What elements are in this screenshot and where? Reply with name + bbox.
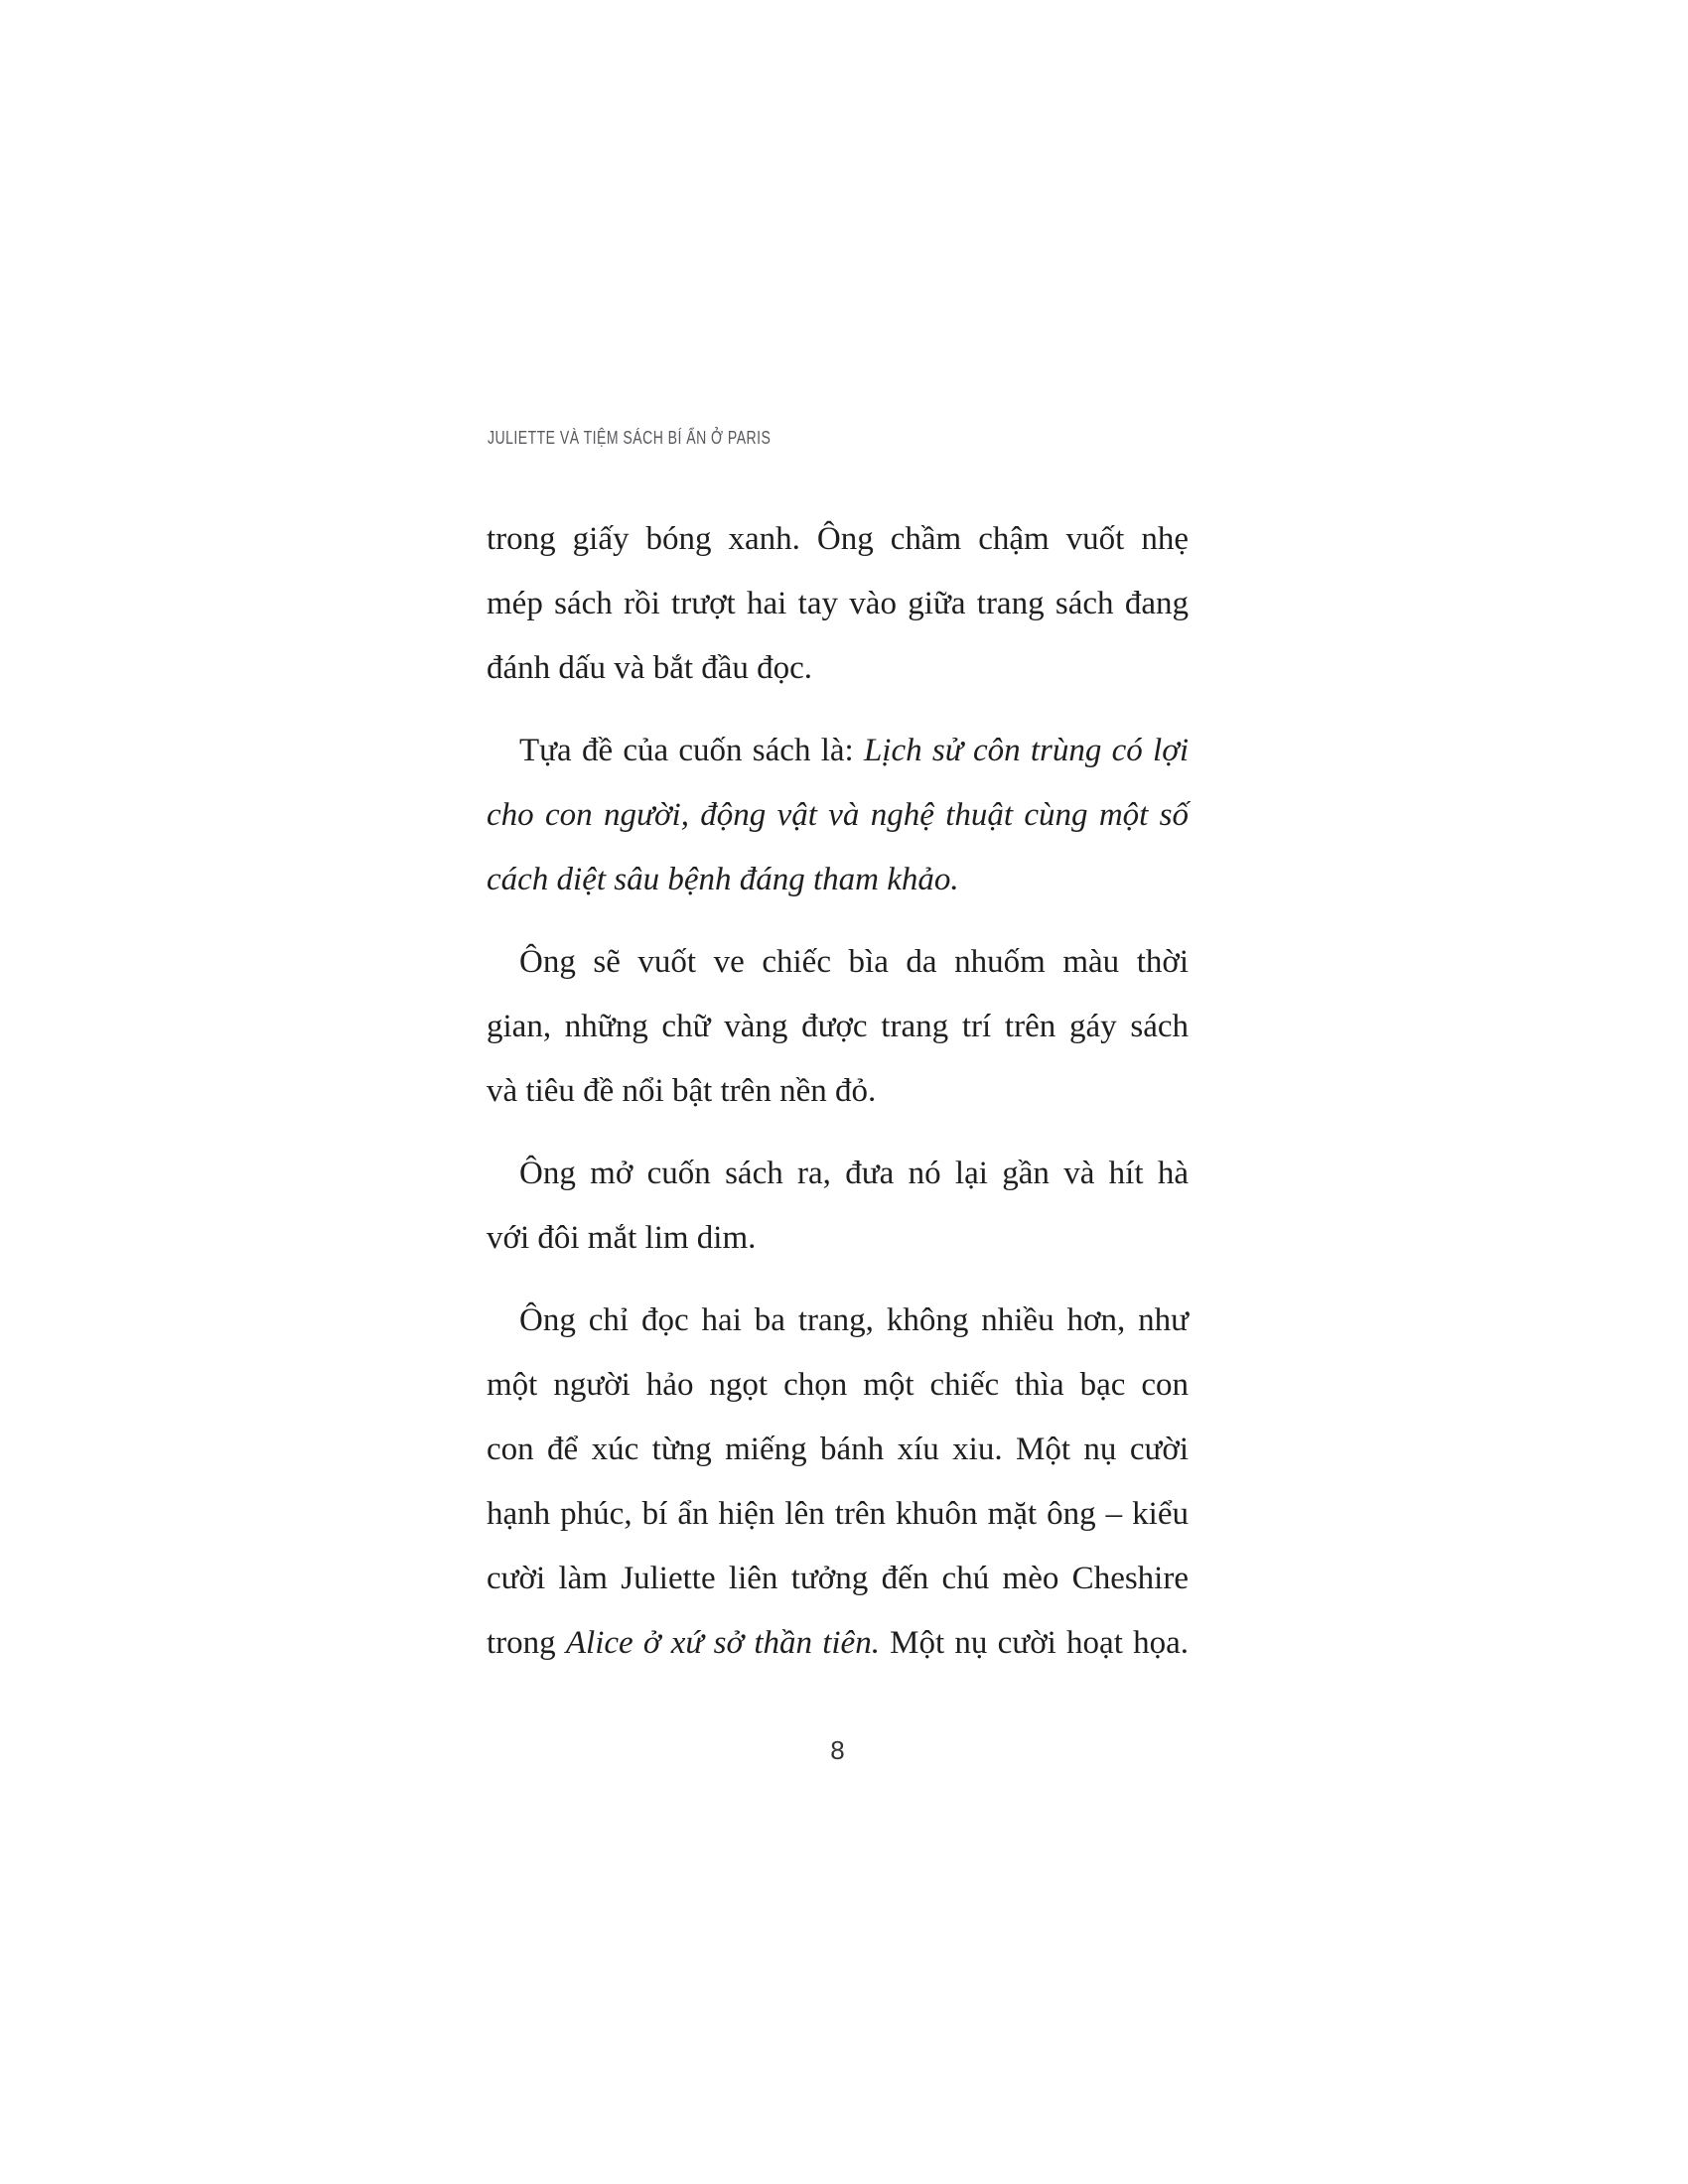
text-segment: con để xúc từng miếng bánh xíu xiu. Một nụ cười	[487, 1432, 1189, 1467]
text-line	[487, 1611, 1189, 1676]
italic-text-segment: Alice ở xứ sở thần tiên.	[565, 1625, 880, 1661]
text-segment: với đôi mắt lim dim.	[487, 1220, 757, 1256]
italic-text-segment: Lịch sử côn trùng có lợi	[863, 733, 1190, 768]
text-segment: gian, những chữ vàng được trang trí trên gáy sách	[487, 1009, 1189, 1044]
text-line	[487, 1059, 1189, 1124]
text-line	[487, 848, 1189, 912]
running-header: JULIETTE VÀ TIỆM SÁCH BÍ ẨN Ở PARIS	[488, 428, 772, 448]
text-segment: Một nụ cười hoạt họa.	[879, 1625, 1189, 1661]
page-number: 8	[830, 1735, 845, 1765]
text-line	[487, 1547, 1189, 1611]
text-segment: Ông mở cuốn sách ra, đưa nó lại gần và hít hà	[519, 1156, 1189, 1191]
text-line	[487, 1289, 1189, 1353]
paragraph	[487, 1142, 1189, 1271]
text-segment: Ông sẽ vuốt ve chiếc bìa da nhuốm màu thời	[519, 944, 1189, 980]
paragraph	[487, 507, 1189, 701]
text-line	[487, 995, 1189, 1059]
text-line	[487, 636, 1189, 701]
text-line	[487, 1142, 1189, 1206]
text-line	[487, 1353, 1189, 1418]
text-segment: mép sách rồi trượt hai tay vào giữa trang sách đang	[487, 586, 1189, 621]
text-segment: trong	[487, 1625, 566, 1661]
text-line	[487, 719, 1189, 783]
text-segment: một người hảo ngọt chọn một chiếc thìa bạc con	[487, 1367, 1189, 1403]
text-segment: đánh dấu và bắt đầu đọc.	[487, 650, 813, 686]
paragraph	[487, 1289, 1189, 1676]
italic-text-segment: cho con người, động vật và nghệ thuật cùng một số	[487, 797, 1189, 833]
text-segment: hạnh phúc, bí ẩn hiện lên trên khuôn mặt ông – kiểu	[487, 1496, 1189, 1532]
text-line	[487, 507, 1189, 572]
text-line	[487, 783, 1189, 848]
text-line	[487, 1206, 1189, 1271]
paragraph	[487, 719, 1189, 912]
text-line	[487, 930, 1189, 995]
text-segment: và tiêu đề nổi bật trên nền đỏ.	[487, 1073, 877, 1109]
text-segment: Tựa đề của cuốn sách là:	[519, 733, 864, 768]
paragraph	[487, 930, 1189, 1124]
italic-text-segment: cách diệt sâu bệnh đáng tham khảo.	[487, 862, 959, 897]
text-segment: cười làm Juliette liên tưởng đến chú mèo Cheshire	[487, 1561, 1189, 1596]
text-segment: trong giấy bóng xanh. Ông chầm chậm vuốt nhẹ	[487, 521, 1189, 557]
text-line	[487, 1418, 1189, 1482]
text-line	[487, 572, 1189, 636]
text-line	[487, 1482, 1189, 1547]
page-text	[487, 507, 1189, 1694]
text-segment: Ông chỉ đọc hai ba trang, không nhiều hơn, như	[519, 1302, 1189, 1338]
